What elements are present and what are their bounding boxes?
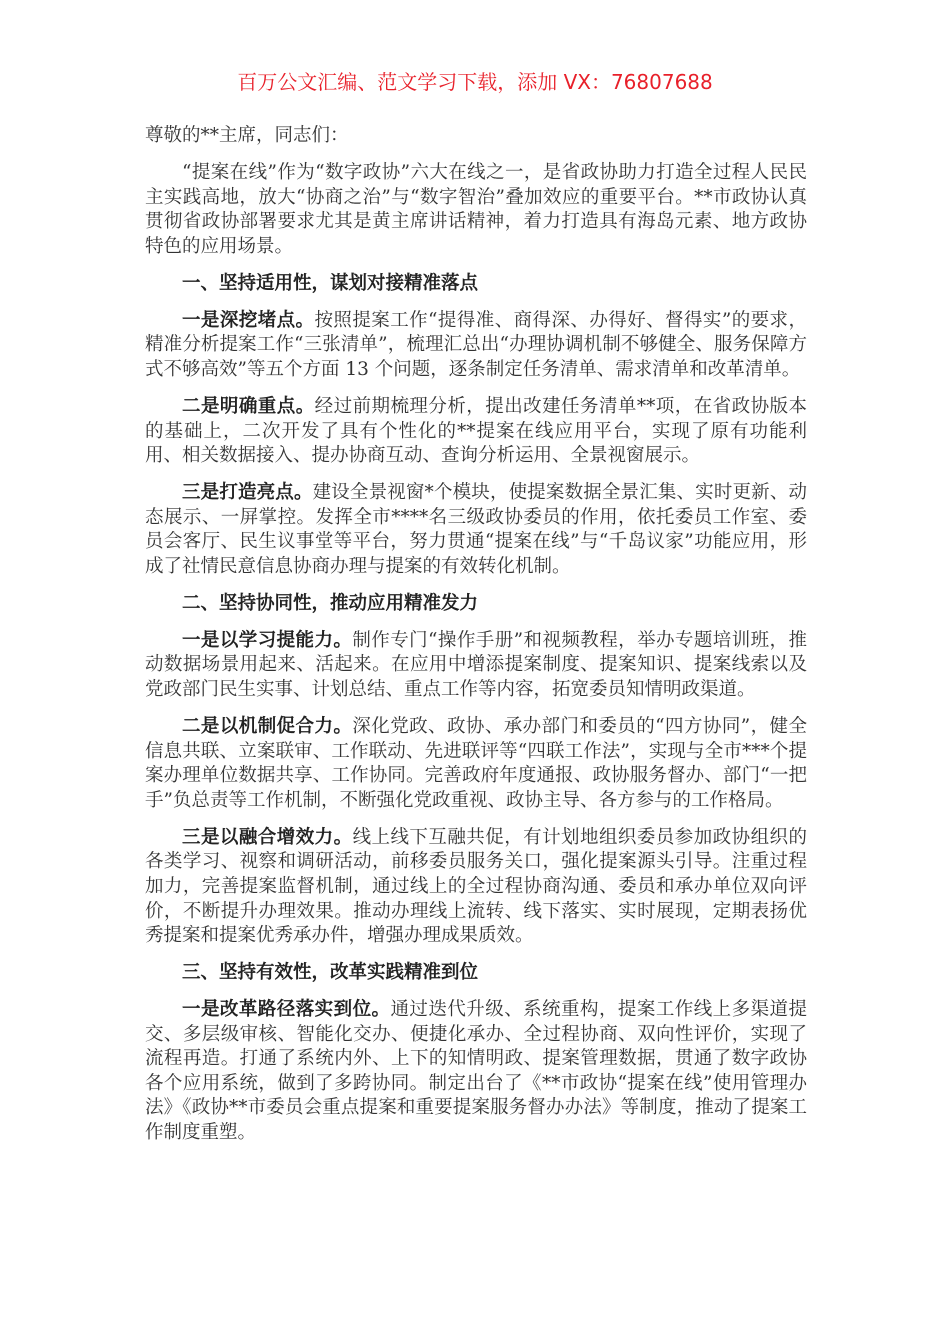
paragraph-text: 线上线下互融共促，有计划地组织委员参加政协组织的各类学习、视察和调研活动，前移委员服务关口，强化提案源头引导。注重过程加力，完善提案监督机制，通过线上的全过程协商沟通、委员和承办单位双向评价，不断提升办理效果。推动办理线上流转、线下落实、实时展现，定期表扬优秀提案和提案优秀承办件，增强办理成果质效。 [145, 826, 807, 947]
paragraph [145, 826, 807, 949]
paragraph-text: 经过前期梳理分析，提出改建任务清单**项，在省政协版本的基础上，二次开发了具有个性化的**提案在线应用平台，实现了原有功能利用、相关数据接入、提办协商互动、查询分析运用、全景视窗展示。 [145, 395, 807, 467]
document-body [145, 124, 807, 1158]
paragraph [145, 309, 807, 383]
salutation: 尊敬的**主席，同志们： [145, 125, 349, 146]
paragraph-lead: 三是打造亮点。 [182, 482, 313, 504]
paragraph [145, 629, 807, 703]
paragraph-text: 建设全景视窗*个模块，使提案数据全景汇集、实时更新、动态展示、一屏掌控。发挥全市****名三级政协委员的作用，依托委员工作室、委员会客厅、民生议事堂等平台，努力贯通“提案在线”与“千岛议家”功能应用，形成了社情民意信息协商办理与提案的有效转化机制。 [145, 482, 807, 577]
intro-paragraph: “提案在线”作为“数字政协”六大在线之一，是省政协助力打造全过程人民民主实践高地，放大“协商之治”与“数字智治”叠加效应的重要平台。**市政协认真贯彻省政协部署要求尤其是黄主席讲话精神，着力打造具有海岛元素、地方政协特色的应用场景。 [145, 161, 807, 257]
paragraph-lead: 一是深挖堵点。 [182, 309, 315, 331]
paragraph-text: 通过迭代升级、系统重构，提案工作线上多渠道提交、多层级审核、智能化交办、便捷化承办、全过程协商、双向性评价，实现了流程再造。打通了系统内外、上下的知情明政、提案管理数据，贯通了数字政协各个应用系统，做到了多跨协同。制定出台了《**市政协“提案在线”使用管理办法》《政协**市委员会重点提案和重要提案服务督办办法》等制度，推动了提案工作制度重塑。 [145, 999, 807, 1144]
paragraph [145, 998, 807, 1146]
watermark-banner: 百万公文汇编、范文学习下载，添加 VX：76807688 [237, 70, 713, 94]
paragraph-lead: 二是以机制促合力。 [182, 716, 353, 737]
section-heading: 一、坚持适用性，谋划对接精准落点 [182, 272, 479, 294]
paragraph-lead: 一是改革路径落实到位。 [182, 999, 391, 1021]
paragraph-text: 深化党政、政协、承办部门和委员的“四方协同”，健全信息共联、立案联审、工作联动、先进联评等“四联工作法”，实现与全市***个提案办理单位数据共享、工作协同。完善政府年度通报、政协服务督办、部门“一把手”负总责等工作机制，不断强化党政重视、政协主导、各方参与的工作格局。 [145, 716, 807, 811]
section-heading: 三、坚持有效性，改革实践精准到位 [182, 962, 479, 984]
paragraph [145, 481, 807, 579]
paragraph-lead: 二是明确重点。 [182, 395, 315, 417]
paragraph-text: 按照提案工作“提得准、商得深、办得好、督得实”的要求，精准分析提案工作“三张清单”，梳理汇总出“办理协调机制不够健全、服务保障方式不够高效”等五个方面 13 个问题，逐条制定任务清单、需求清单和改革清单。 [145, 309, 807, 380]
paragraph-text: 制作专门“操作手册”和视频教程，举办专题培训班，推动数据场景用起来、活起来。在应用中增添提案制度、提案知识、提案线索以及党政部门民生实事、计划总结、重点工作等内容，拓宽委员知情明政渠道。 [145, 629, 807, 701]
section-heading: 二、坚持协同性，推动应用精准发力 [182, 592, 479, 614]
paragraph [145, 395, 807, 469]
paragraph-lead: 三是以融合增效力。 [182, 826, 353, 848]
paragraph [145, 715, 807, 813]
paragraph-lead: 一是以学习提能力。 [182, 629, 353, 651]
